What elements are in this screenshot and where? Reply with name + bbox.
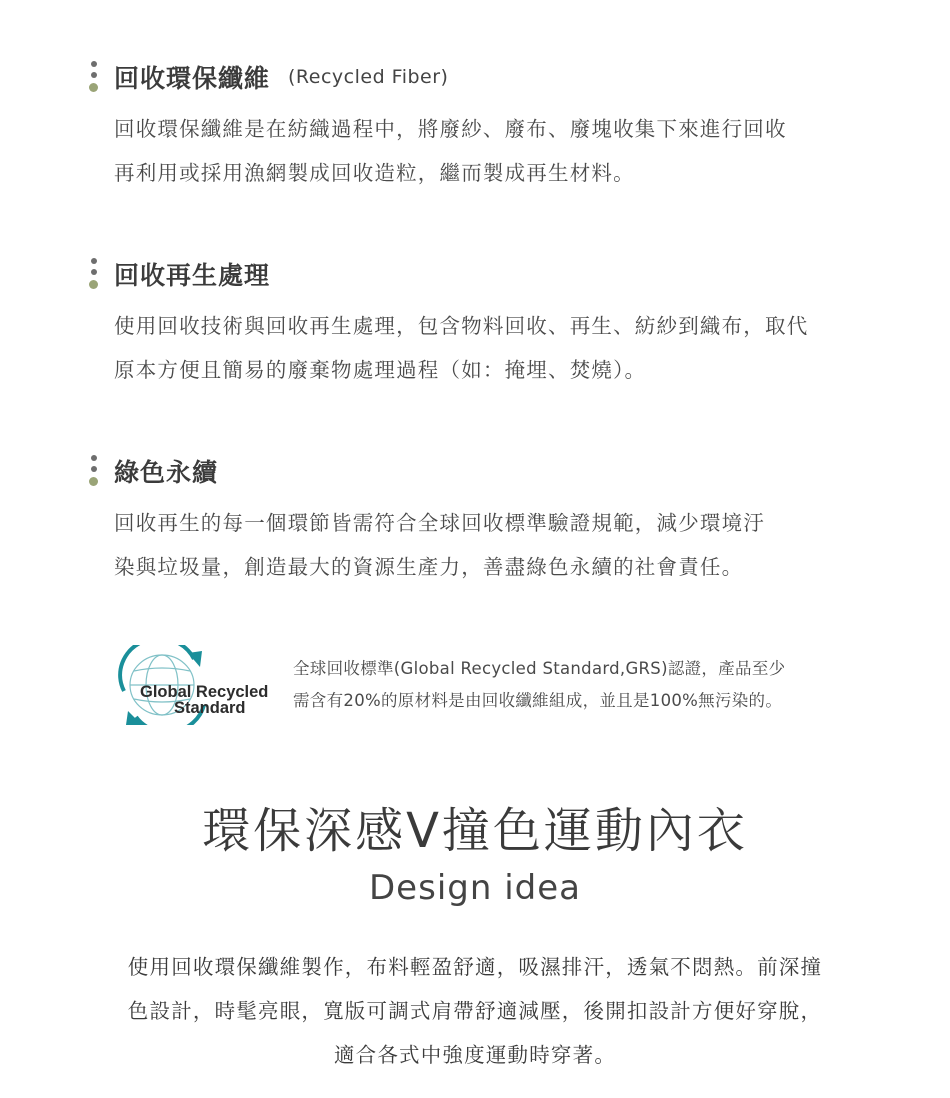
grs-description: [293, 653, 785, 717]
grs-logo-line1: Global Recycled: [140, 683, 269, 701]
description-line: 適合各式中強度運動時穿著。: [333, 1043, 617, 1067]
bullet-dots-icon: [88, 59, 100, 95]
section-title: 綠色永續: [114, 458, 219, 487]
recycle-globe-icon: [110, 645, 280, 725]
section-line: 再利用或採用漁網製成回收造粒，繼而製成再生材料。: [114, 161, 635, 185]
section-line: 染與垃圾量，創造最大的資源生產力，善盡綠色永續的社會責任。: [114, 555, 744, 579]
grs-logo: [110, 645, 280, 725]
grs-logo-line2: Standard: [174, 699, 246, 717]
section-heading: [88, 254, 868, 294]
section-title: 回收環保纖維: [114, 64, 271, 93]
section-body: [114, 501, 868, 589]
section-line: 使用回收技術與回收再生處理，包含物料回收、再生、紡紗到織布，取代: [114, 314, 809, 338]
bullet-dots-icon: [88, 453, 100, 489]
section-line: 回收再生的每一個環節皆需符合全球回收標準驗證規範，減少環境汙: [114, 511, 765, 535]
bullet-dots-icon: [88, 256, 100, 292]
product-title: 環保深感V撞色運動內衣: [202, 803, 748, 859]
section-recycling-process: [88, 254, 868, 392]
section-green-sustainability: [88, 451, 868, 589]
section-heading: [88, 451, 868, 491]
grs-line: 需含有20%的原材料是由回收纖維組成，並且是100%無污染的。: [293, 691, 783, 710]
section-line: 原本方便且簡易的廢棄物處理過程（如：掩埋、焚燒）。: [114, 358, 647, 382]
section-title: 回收再生處理: [114, 261, 271, 290]
section-body: [114, 304, 868, 392]
grs-line: 全球回收標準(Global Recycled Standard,GRS)認證，產品至少: [293, 659, 786, 678]
section-recycled-fiber: [88, 57, 868, 195]
section-subtitle: (Recycled Fiber): [288, 66, 449, 88]
description-line: 使用回收環保纖維製作，布料輕盈舒適，吸濕排汗，透氣不悶熱。前深撞: [127, 955, 823, 979]
description-line: 色設計，時髦亮眼，寬版可調式肩帶舒適減壓，後開扣設計方便好穿脫，: [127, 999, 823, 1023]
product-description: [80, 945, 870, 1077]
section-heading: [88, 57, 868, 97]
section-line: 回收環保纖維是在紡織過程中，將廢紗、廢布、廢塊收集下來進行回收: [114, 117, 787, 141]
product-subtitle: Design idea: [369, 868, 581, 908]
section-body: [114, 107, 868, 195]
grs-certification: [110, 645, 870, 725]
